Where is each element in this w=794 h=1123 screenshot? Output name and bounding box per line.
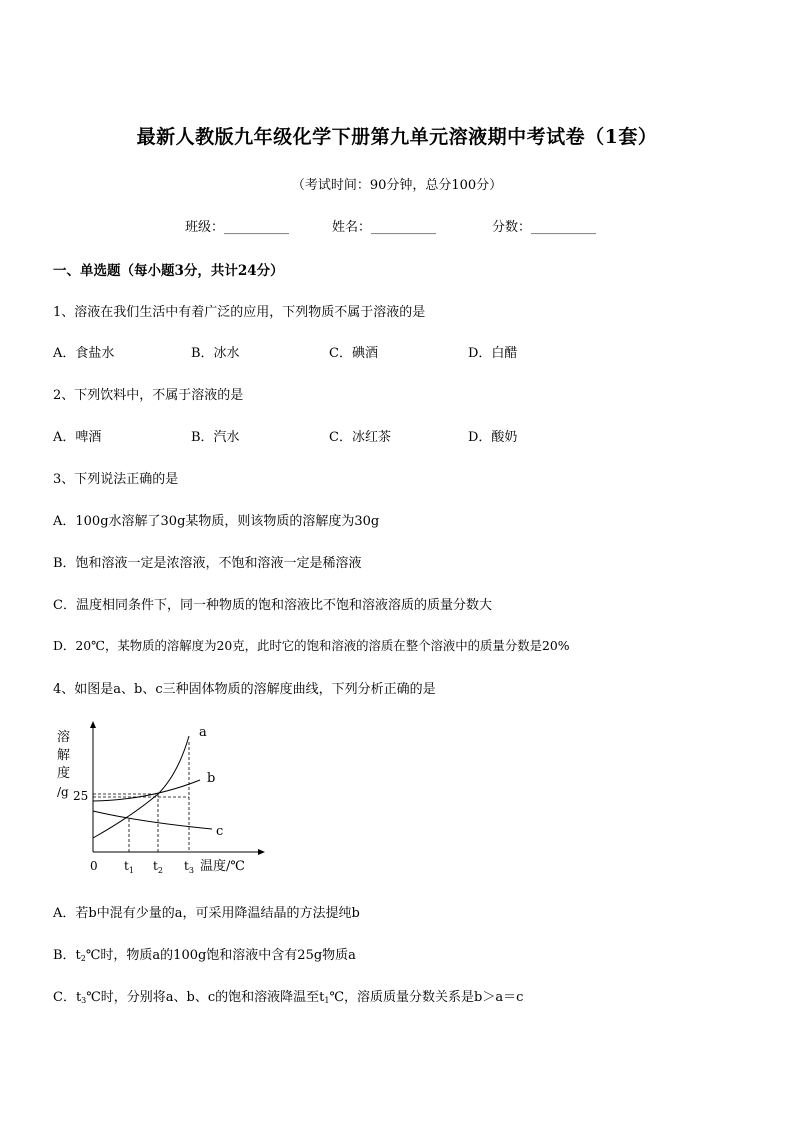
q4-option-a: A．若b中混有少量的a，可采用降温结晶的方法提纯b xyxy=(53,906,360,921)
y-label-2: 解 xyxy=(57,748,71,763)
question-2-stem: 2、下列饮料中，不属于溶液的是 xyxy=(53,388,244,403)
q3-option-d: D．20℃，某物质的溶解度为20克，此时它的饱和溶液的溶质在整个溶液中的质量分数是20% xyxy=(53,638,570,653)
question-3-stem: 3、下列说法正确的是 xyxy=(53,472,179,487)
q2-option-c: C．冰红茶 xyxy=(329,430,391,445)
question-4-stem: 4、如图是a、b、c三种固体物质的溶解度曲线，下列分析正确的是 xyxy=(53,682,436,697)
solubility-curve-figure xyxy=(50,718,270,878)
curve-b-label: b xyxy=(207,771,216,786)
curve-b xyxy=(93,780,200,801)
y-label-3: 度 xyxy=(57,766,71,781)
q3-option-b: B．饱和溶液一定是浓溶液，不饱和溶液一定是稀溶液 xyxy=(53,556,362,571)
q2-option-b: B．汽水 xyxy=(191,430,240,445)
origin-label: 0 xyxy=(90,859,98,873)
question-1-stem: 1、溶液在我们生活中有着广泛的应用，下列物质不属于溶液的是 xyxy=(53,305,426,320)
q3-option-c: C．温度相同条件下，同一种物质的饱和溶液比不饱和溶液溶质的质量分数大 xyxy=(53,598,492,613)
q1-option-b: B．冰水 xyxy=(191,346,240,361)
x-axis-label: 温度/℃ xyxy=(200,859,245,874)
t2-label: $t_2$ xyxy=(153,859,163,875)
q3-option-a: A．100g水溶解了30g某物质，则该物质的溶解度为30g xyxy=(53,514,380,529)
q2-option-d: D．酸奶 xyxy=(468,430,518,445)
exam-subtitle: （考试时间：90分钟，总分100分） xyxy=(291,178,503,193)
q1-option-c: C．碘酒 xyxy=(329,346,378,361)
y-label-4: /g xyxy=(57,785,69,799)
y-label-1: 溶 xyxy=(57,730,71,745)
curve-a-label: a xyxy=(199,725,207,740)
t3-label: $t_3$ xyxy=(184,859,194,875)
q2-option-a: A．啤酒 xyxy=(53,430,102,445)
t1-label: $t_1$ xyxy=(124,859,134,875)
page-title: 最新人教版九年级化学下册第九单元溶液期中考试卷（1套） xyxy=(136,126,658,148)
class-field: 班级：__________ xyxy=(185,220,290,235)
name-field: 姓名：__________ xyxy=(332,220,437,235)
q1-option-d: D．白醋 xyxy=(468,346,518,361)
curve-a xyxy=(93,736,189,838)
score-field: 分数：__________ xyxy=(492,220,597,235)
q1-option-a: A．食盐水 xyxy=(53,346,115,361)
curve-c xyxy=(93,811,212,829)
curve-c-label: c xyxy=(216,824,224,839)
q4-option-c: C．$t_3℃$时，分别将a、b、c的饱和溶液降温至$t_1℃$，溶质质量分数关系是b＞a＝c xyxy=(53,990,524,1005)
y-tick-25: 25 xyxy=(73,789,89,803)
section-heading: 一、单选题（每小题3分，共计24分） xyxy=(53,263,284,279)
q4-option-b: B．$t_2℃$时，物质a的100g饱和溶液中含有25g物质a xyxy=(53,948,356,963)
